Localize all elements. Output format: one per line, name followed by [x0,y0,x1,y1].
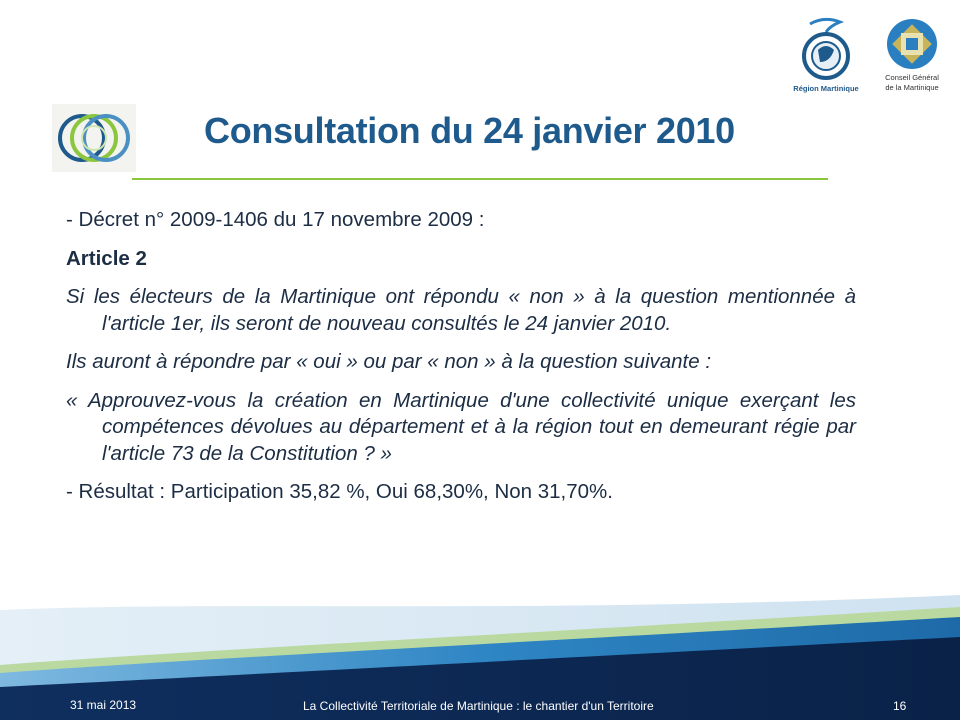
circles-logo-icon [52,104,136,172]
conseil-logo-line2: de la Martinique [885,83,939,92]
region-logo-label: Région Martinique [793,84,859,93]
article-paragraph-2: Ils auront à répondre par « oui » ou par « non » à la question suivante : [66,350,712,373]
footer-title: La Collectivité Territoriale de Martinique : le chantier d'un Territoire [303,699,654,713]
conseil-general-logo [876,16,948,96]
title-divider [132,178,828,180]
decret-line: - Décret n° 2009-1406 du 17 novembre 2009 : [66,208,485,231]
conseil-logo-line1: Conseil Général [885,73,939,82]
question-quote: « Approuvez-vous la création en Martinique d'une collectivité unique exerçant les compétences dévolues au département et à la région tout en demeurant régie par l'article 73 de la Constitution ? » [66,388,856,465]
article-paragraph-1: Si les électeurs de la Martinique ont répondu « non » à la question mentionnée à l'article 1er, ils seront de nouveau consultés le 24 janvier 2010. [66,285,856,335]
article-heading: Article 2 [66,246,147,270]
page-number: 16 [893,699,907,713]
footer-date: 31 mai 2013 [70,698,137,712]
slide-body [66,207,856,518]
region-martinique-logo [790,16,862,96]
slide-title: Consultation du 24 janvier 2010 [204,110,735,151]
result-line: - Résultat : Participation 35,82 %, Oui 68,30%, Non 31,70%. [66,480,613,503]
